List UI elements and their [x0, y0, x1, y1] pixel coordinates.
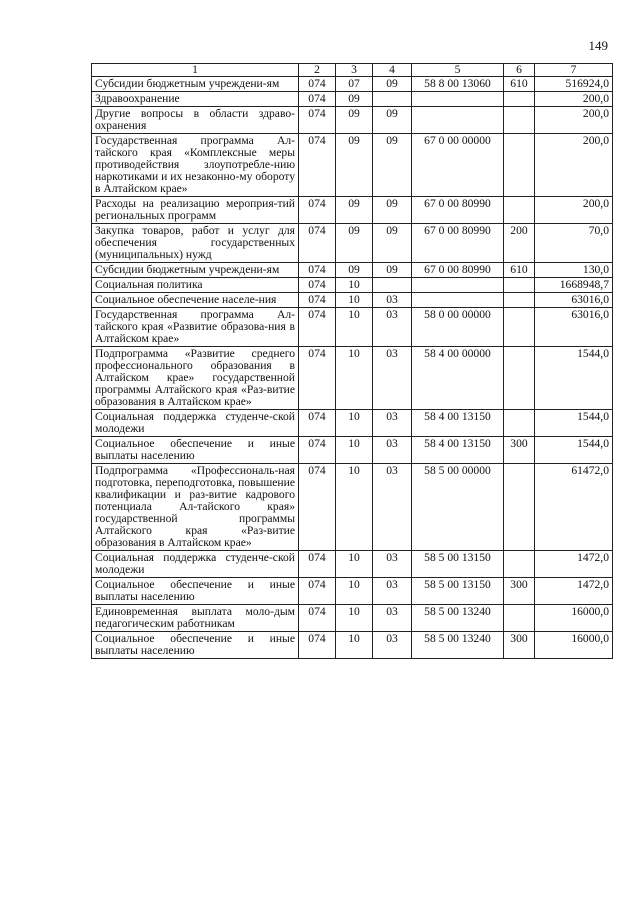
cell-subsection: 09 [373, 224, 412, 263]
cell-ministry-code: 074 [299, 197, 336, 224]
table-row [92, 551, 613, 578]
cell-target-article: 58 5 00 13150 [412, 551, 504, 578]
cell-section: 10 [336, 464, 373, 551]
cell-target-article: 58 5 00 13240 [412, 632, 504, 659]
cell-expense-type [504, 134, 535, 197]
cell-section: 09 [336, 224, 373, 263]
table-row [92, 605, 613, 632]
table-row [92, 410, 613, 437]
cell-expense-type [504, 464, 535, 551]
cell-expense-type [504, 293, 535, 308]
cell-expense-type [504, 347, 535, 410]
cell-target-article: 58 4 00 00000 [412, 347, 504, 410]
table-row [92, 107, 613, 134]
table-row [92, 278, 613, 293]
cell-section: 10 [336, 410, 373, 437]
cell-expense-type [504, 107, 535, 134]
cell-subsection: 09 [373, 107, 412, 134]
budget-table [91, 63, 613, 659]
cell-amount: 63016,0 [535, 308, 613, 347]
cell-ministry-code: 074 [299, 605, 336, 632]
header-cell-3: 3 [336, 64, 373, 77]
header-cell-6: 6 [504, 64, 535, 77]
cell-amount: 61472,0 [535, 464, 613, 551]
cell-target-article: 58 4 00 13150 [412, 410, 504, 437]
cell-ministry-code: 074 [299, 263, 336, 278]
cell-ministry-code: 074 [299, 134, 336, 197]
cell-subsection [373, 278, 412, 293]
cell-amount: 1668948,7 [535, 278, 613, 293]
cell-target-article: 58 5 00 13240 [412, 605, 504, 632]
cell-section: 10 [336, 551, 373, 578]
cell-section: 10 [336, 578, 373, 605]
page-number: 149 [588, 38, 608, 53]
cell-section: 10 [336, 632, 373, 659]
cell-section: 10 [336, 437, 373, 464]
cell-subsection: 09 [373, 134, 412, 197]
cell-amount: 70,0 [535, 224, 613, 263]
cell-ministry-code: 074 [299, 551, 336, 578]
cell-ministry-code: 074 [299, 410, 336, 437]
table-row [92, 578, 613, 605]
cell-name: Государственная программа Ал-тайского края «Развитие образова-ния в Алтайском крае» [92, 308, 299, 347]
cell-subsection: 03 [373, 605, 412, 632]
cell-amount: 63016,0 [535, 293, 613, 308]
cell-name: Субсидии бюджетным учреждени-ям [92, 77, 299, 92]
cell-expense-type [504, 605, 535, 632]
cell-name: Социальное обеспечение и иные выплаты населению [92, 632, 299, 659]
cell-amount: 516924,0 [535, 77, 613, 92]
table-row [92, 224, 613, 263]
cell-subsection: 03 [373, 632, 412, 659]
cell-name: Социальная поддержка студенче-ской молодежи [92, 410, 299, 437]
cell-expense-type: 300 [504, 578, 535, 605]
cell-amount: 1472,0 [535, 578, 613, 605]
cell-target-article [412, 293, 504, 308]
cell-target-article: 58 8 00 13060 [412, 77, 504, 92]
table-row [92, 464, 613, 551]
cell-subsection: 03 [373, 437, 412, 464]
cell-target-article: 58 5 00 00000 [412, 464, 504, 551]
cell-subsection: 03 [373, 551, 412, 578]
cell-name: Социальное обеспечение и иные выплаты населению [92, 437, 299, 464]
table-row [92, 77, 613, 92]
cell-target-article: 67 0 00 00000 [412, 134, 504, 197]
cell-name: Социальная поддержка студенче-ской молодежи [92, 551, 299, 578]
cell-subsection: 09 [373, 197, 412, 224]
cell-amount: 1544,0 [535, 410, 613, 437]
table-body [92, 77, 613, 659]
table-row [92, 92, 613, 107]
cell-ministry-code: 074 [299, 578, 336, 605]
cell-subsection: 03 [373, 347, 412, 410]
table-header [92, 64, 613, 77]
cell-ministry-code: 074 [299, 437, 336, 464]
cell-name: Расходы на реализацию мероприя-тий региональных программ [92, 197, 299, 224]
cell-subsection: 03 [373, 464, 412, 551]
cell-target-article: 67 0 00 80990 [412, 197, 504, 224]
table-row [92, 437, 613, 464]
header-cell-1: 1 [92, 64, 299, 77]
cell-name: Здравоохранение [92, 92, 299, 107]
header-cell-4: 4 [373, 64, 412, 77]
cell-section: 09 [336, 263, 373, 278]
header-row [92, 64, 613, 77]
cell-amount: 130,0 [535, 263, 613, 278]
cell-ministry-code: 074 [299, 77, 336, 92]
cell-amount: 200,0 [535, 107, 613, 134]
cell-ministry-code: 074 [299, 308, 336, 347]
cell-name: Социальное обеспечение населе-ния [92, 293, 299, 308]
cell-section: 09 [336, 107, 373, 134]
cell-expense-type: 200 [504, 224, 535, 263]
cell-target-article: 67 0 00 80990 [412, 224, 504, 263]
cell-target-article: 58 0 00 00000 [412, 308, 504, 347]
cell-expense-type: 300 [504, 437, 535, 464]
cell-ministry-code: 074 [299, 92, 336, 107]
cell-amount: 200,0 [535, 197, 613, 224]
cell-ministry-code: 074 [299, 224, 336, 263]
cell-target-article [412, 107, 504, 134]
cell-section: 10 [336, 308, 373, 347]
header-cell-7: 7 [535, 64, 613, 77]
cell-expense-type [504, 197, 535, 224]
cell-expense-type [504, 278, 535, 293]
cell-subsection: 03 [373, 410, 412, 437]
cell-target-article [412, 92, 504, 107]
table-row [92, 293, 613, 308]
cell-subsection [373, 92, 412, 107]
cell-expense-type: 610 [504, 263, 535, 278]
cell-section: 09 [336, 197, 373, 224]
cell-section: 09 [336, 92, 373, 107]
cell-name: Подпрограмма «Профессиональ-ная подготовка, переподготовка, повышение квалификации и раз-витие кадрового потенциала Ал-тайского края» государственной программы Алтайского края «Раз-витие образования в Алтайском крае» [92, 464, 299, 551]
cell-ministry-code: 074 [299, 278, 336, 293]
cell-ministry-code: 074 [299, 107, 336, 134]
cell-expense-type: 300 [504, 632, 535, 659]
header-cell-5: 5 [412, 64, 504, 77]
cell-name: Единовременная выплата моло-дым педагогическим работникам [92, 605, 299, 632]
table-row [92, 263, 613, 278]
table-row [92, 632, 613, 659]
cell-ministry-code: 074 [299, 293, 336, 308]
cell-subsection: 03 [373, 293, 412, 308]
cell-amount: 1544,0 [535, 437, 613, 464]
cell-section: 10 [336, 605, 373, 632]
cell-section: 10 [336, 278, 373, 293]
cell-expense-type: 610 [504, 77, 535, 92]
cell-name: Субсидии бюджетным учреждени-ям [92, 263, 299, 278]
cell-expense-type [504, 308, 535, 347]
table-row [92, 134, 613, 197]
cell-expense-type [504, 92, 535, 107]
cell-target-article: 58 4 00 13150 [412, 437, 504, 464]
cell-name: Подпрограмма «Развитие среднего профессионального образования в Алтайском крае» государственной программы Алтайского края «Раз-витие образования в Алтайском крае» [92, 347, 299, 410]
cell-subsection: 09 [373, 77, 412, 92]
cell-amount: 1472,0 [535, 551, 613, 578]
cell-amount: 200,0 [535, 92, 613, 107]
cell-target-article [412, 278, 504, 293]
cell-name: Социальная политика [92, 278, 299, 293]
table-row [92, 347, 613, 410]
cell-target-article: 58 5 00 13150 [412, 578, 504, 605]
cell-amount: 200,0 [535, 134, 613, 197]
cell-target-article: 67 0 00 80990 [412, 263, 504, 278]
cell-subsection: 03 [373, 308, 412, 347]
cell-expense-type [504, 410, 535, 437]
header-cell-2: 2 [299, 64, 336, 77]
cell-section: 07 [336, 77, 373, 92]
cell-amount: 16000,0 [535, 605, 613, 632]
table-row [92, 308, 613, 347]
cell-name: Закупка товаров, работ и услуг для обеспечения государственных (муниципальных) нужд [92, 224, 299, 263]
cell-amount: 16000,0 [535, 632, 613, 659]
cell-subsection: 09 [373, 263, 412, 278]
cell-ministry-code: 074 [299, 347, 336, 410]
cell-subsection: 03 [373, 578, 412, 605]
cell-expense-type [504, 551, 535, 578]
cell-section: 10 [336, 293, 373, 308]
cell-name: Социальное обеспечение и иные выплаты населению [92, 578, 299, 605]
cell-ministry-code: 074 [299, 632, 336, 659]
table-row [92, 197, 613, 224]
cell-amount: 1544,0 [535, 347, 613, 410]
cell-name: Другие вопросы в области здраво-охранения [92, 107, 299, 134]
cell-section: 10 [336, 347, 373, 410]
cell-name: Государственная программа Ал-тайского края «Комплексные меры противодействия злоупотребле-нию наркотиками и их незаконно-му обороту в Алтайском крае» [92, 134, 299, 197]
cell-section: 09 [336, 134, 373, 197]
cell-ministry-code: 074 [299, 464, 336, 551]
